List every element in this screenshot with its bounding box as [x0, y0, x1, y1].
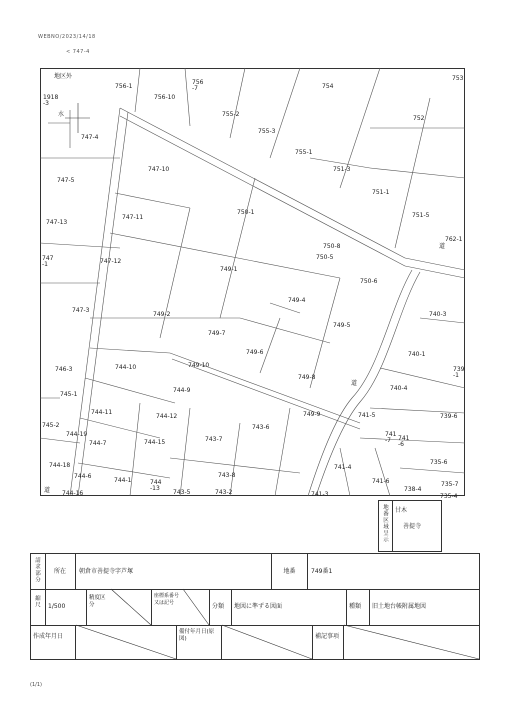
lot-label: 744-18 — [49, 462, 71, 469]
lot-label: 747-12 — [100, 258, 122, 265]
road-label: 水 — [58, 111, 65, 118]
lot-label: 地番 — [272, 554, 308, 589]
lot-label: 744-12 — [156, 413, 178, 420]
lot-label: 741-6 — [372, 478, 390, 485]
lot-label: 749-5 — [333, 322, 351, 329]
lot-label: 747-3 — [72, 307, 90, 314]
lot-label: 751-1 — [372, 189, 390, 196]
lot-label: -3 — [43, 100, 49, 107]
lot-label: 749-6 — [246, 349, 264, 356]
page-indicator: (1/1) — [30, 682, 42, 688]
request-section-label: 請求部分 — [34, 557, 40, 583]
lot-label: 739-6 — [440, 413, 458, 420]
lot-label: 744-6 — [74, 473, 92, 480]
lot-label: -7 — [192, 85, 198, 92]
lot-label: 751-3 — [333, 166, 351, 173]
lot-label: -1 — [453, 372, 459, 379]
lot-label: 744-10 — [115, 364, 137, 371]
lot-label: 749-8 — [298, 374, 316, 381]
lot-label: 744-1 — [114, 477, 132, 484]
lot-label: 755-3 — [258, 128, 276, 135]
type-value: 旧土地台帳附属地図 — [372, 603, 427, 610]
north-label: 地区外 — [54, 73, 73, 80]
lot-label: 744-7 — [89, 440, 107, 447]
lot-label: 745-2 — [42, 422, 60, 429]
created-label: 作成年月日 — [33, 633, 64, 640]
road-label: 道 — [351, 380, 358, 387]
lot-label: 743-2 — [215, 489, 233, 496]
lot-label: 740-1 — [408, 351, 426, 358]
lot-label: 738-4 — [404, 486, 422, 493]
lot-label: 753 — [452, 75, 464, 82]
notes-label: 補記事項 — [315, 633, 340, 640]
lot-label: 756-1 — [115, 83, 133, 90]
lot-label: 744-11 — [91, 409, 113, 416]
lot-label: 735-6 — [430, 459, 448, 466]
notes-empty-mark — [344, 625, 479, 659]
lot-label: 1918 — [43, 94, 59, 101]
lot-label: 749-4 — [288, 297, 306, 304]
legend-area-name: 甘木 — [395, 507, 408, 514]
road-label: 道 — [439, 243, 446, 250]
class-value: 地図に準ずる図面 — [234, 603, 283, 610]
precision-empty-mark — [111, 589, 151, 625]
coord-label: 座標系番号又は記号 — [154, 593, 180, 606]
type-label: 種類 — [349, 603, 362, 610]
lot-label: 747-4 — [81, 134, 99, 141]
precision-label: 精度区分 — [89, 595, 106, 608]
prepared-empty-mark — [222, 625, 312, 659]
lot-label: 750-5 — [316, 254, 334, 261]
created-empty-mark — [76, 625, 176, 659]
lot-label: 740-4 — [390, 385, 408, 392]
lot-label: -7 — [385, 437, 391, 444]
lot-label: 756 — [192, 79, 204, 86]
lot-label: 747-11 — [122, 214, 144, 221]
lot-label: 762-1 — [445, 236, 463, 243]
reference-number: < 747-4 — [66, 49, 90, 55]
lot-label: 750-8 — [323, 243, 341, 250]
lot-label: 747-10 — [148, 166, 170, 173]
lot-label: 744 — [150, 479, 162, 486]
lot-label: 743-8 — [218, 472, 236, 479]
legend-sub-name: 善提寺 — [403, 523, 422, 530]
lot-label: 747-13 — [46, 219, 68, 226]
lot-label: 741 — [385, 431, 397, 438]
legend-vertical-label: 地番区域呈示 — [382, 504, 388, 543]
lot-label: -6 — [398, 441, 404, 448]
info-form — [30, 553, 480, 660]
lot-value: 749番1 — [311, 568, 333, 575]
lot-label: 749-2 — [153, 311, 171, 318]
lot-label: 749-10 — [188, 362, 210, 369]
lot-label: 741 — [398, 435, 410, 442]
lot-label: 751-5 — [412, 212, 430, 219]
lot-label: 746-3 — [55, 366, 73, 373]
lot-label: 741-5 — [358, 412, 376, 419]
lot-label: 743-6 — [252, 424, 270, 431]
prepared-label: 備付年月日(原図) — [179, 629, 215, 642]
lot-label: 755-1 — [295, 149, 313, 156]
lot-label: 747-5 — [57, 177, 75, 184]
lot-label: 750-1 — [237, 209, 255, 216]
lot-label: 749-9 — [303, 411, 321, 418]
scale-label: 縮尺 — [34, 595, 40, 608]
class-label: 分類 — [212, 603, 225, 610]
lot-label: 735-4 — [440, 493, 458, 500]
lot-label: 754 — [322, 83, 334, 90]
map-frame — [41, 69, 465, 496]
location-label: 所在 — [45, 554, 76, 589]
lot-label: 755-2 — [222, 111, 240, 118]
lot-label: 745-1 — [60, 391, 78, 398]
lot-label: 743-5 — [173, 489, 191, 496]
road-label: 道 — [44, 487, 51, 494]
cadastral-map — [40, 68, 465, 500]
lot-label: 741-3 — [311, 491, 329, 498]
scale-value: 1/500 — [48, 603, 66, 610]
area-legend — [378, 500, 442, 552]
lot-label: 749-1 — [220, 266, 238, 273]
lot-label: 747 — [42, 255, 54, 262]
lot-label: 752 — [413, 115, 425, 122]
lot-label: 744-16 — [62, 490, 84, 497]
lot-label: 735-7 — [441, 481, 459, 488]
lot-label: 749-7 — [208, 330, 226, 337]
print-stamp: WEBNO/2023/14/18 — [38, 34, 96, 40]
lot-label: 744-19 — [66, 431, 88, 438]
lot-label: 756-10 — [154, 94, 176, 101]
coord-empty-mark — [183, 589, 209, 625]
lot-label: -1 — [42, 261, 48, 268]
lot-label: 741-4 — [334, 464, 352, 471]
lot-label: 744-15 — [144, 439, 166, 446]
lot-label: 750-6 — [360, 278, 378, 285]
lot-label: -13 — [150, 485, 160, 492]
location-value: 朝倉市善提寺字芦塚 — [79, 568, 134, 575]
lot-label: 739 — [453, 366, 465, 373]
lot-label: 744-9 — [173, 387, 191, 394]
lot-label: 743-7 — [205, 436, 223, 443]
lot-label: 740-3 — [429, 311, 447, 318]
